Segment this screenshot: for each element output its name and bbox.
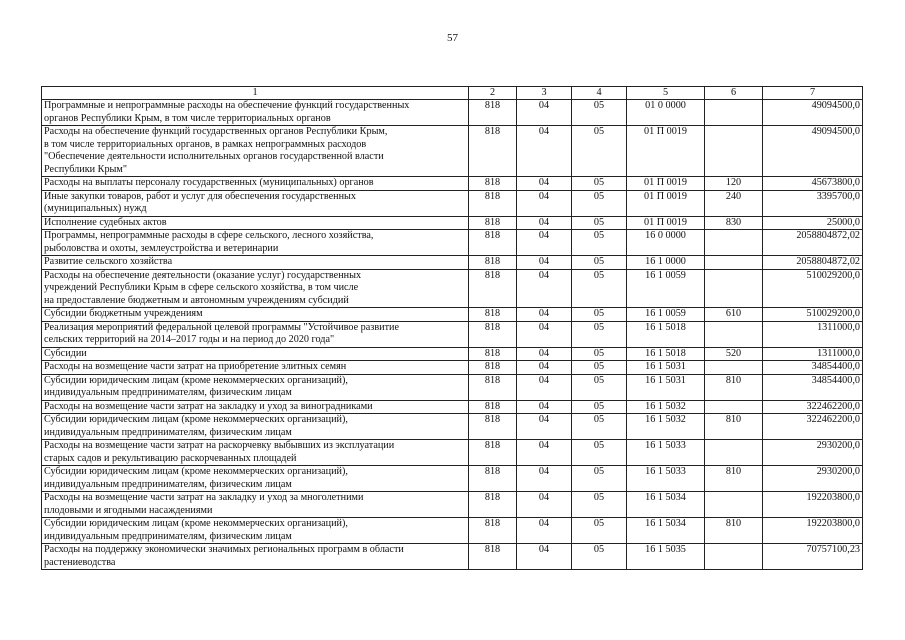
row-name-line: Расходы на возмещение части затрат на закладку и уход за многолетними xyxy=(44,492,364,503)
row-name-line: Расходы на выплаты персоналу государственных (муниципальных) органов xyxy=(44,177,374,188)
row-name xyxy=(42,440,469,466)
row-name-line: на предоставление бюджетным и автономным учреждениям субсидий xyxy=(44,294,349,306)
row-name xyxy=(42,361,469,375)
subsection-code: 05 xyxy=(572,100,627,126)
target-article-code: 01 П 0019 xyxy=(627,190,705,216)
target-article-code: 01 П 0019 xyxy=(627,216,705,230)
table-row xyxy=(42,466,863,492)
amount: 3395700,0 xyxy=(763,190,863,216)
row-name xyxy=(42,256,469,270)
amount: 45673800,0 xyxy=(763,177,863,191)
row-name-line: Субсидии юридическим лицам (кроме некоммерческих организаций), xyxy=(44,466,348,477)
amount: 2930200,0 xyxy=(763,466,863,492)
section-code: 04 xyxy=(517,126,572,177)
table-row xyxy=(42,544,863,570)
row-name xyxy=(42,190,469,216)
row-name-line: плодовыми и ягодными насаждениями xyxy=(44,504,213,516)
header-col-6: 6 xyxy=(705,87,763,100)
subsection-code: 05 xyxy=(572,177,627,191)
amount: 34854400,0 xyxy=(763,374,863,400)
row-name-line: Субсидии юридическим лицам (кроме некоммерческих организаций), xyxy=(44,518,348,529)
expense-type-code: 810 xyxy=(705,374,763,400)
subsection-code: 05 xyxy=(572,308,627,322)
row-name-line: учреждений Республики Крым в сфере сельского хозяйства, в том числе xyxy=(44,282,359,293)
table-row xyxy=(42,230,863,256)
target-article-code: 16 1 5031 xyxy=(627,361,705,375)
ministry-code: 818 xyxy=(469,126,517,177)
target-article-code: 01 П 0019 xyxy=(627,177,705,191)
target-article-code: 16 1 5018 xyxy=(627,321,705,347)
target-article-code: 16 1 0000 xyxy=(627,256,705,270)
table-row xyxy=(42,400,863,414)
row-name xyxy=(42,308,469,322)
budget-table xyxy=(41,86,863,570)
row-name-line: Расходы на поддержку экономически значимых региональных программ в области xyxy=(44,544,404,555)
ministry-code: 818 xyxy=(469,177,517,191)
row-name-line: Расходы на обеспечение деятельности (оказание услуг) государственных xyxy=(44,269,362,281)
target-article-code: 16 0 0000 xyxy=(627,230,705,256)
section-code: 04 xyxy=(517,321,572,347)
row-name xyxy=(42,321,469,347)
amount: 2058804872,02 xyxy=(763,230,863,256)
section-code: 04 xyxy=(517,347,572,361)
subsection-code: 05 xyxy=(572,190,627,216)
section-code: 04 xyxy=(517,374,572,400)
table-row xyxy=(42,347,863,361)
section-code: 04 xyxy=(517,256,572,270)
row-name-line: Развитие сельского хозяйства xyxy=(44,256,173,267)
row-name-line: Исполнение судебных актов xyxy=(44,216,167,228)
subsection-code: 05 xyxy=(572,256,627,270)
row-name xyxy=(42,216,469,230)
table-row xyxy=(42,256,863,270)
header-row xyxy=(42,87,863,100)
row-name-line: индивидуальным предпринимателям, физическим лицам xyxy=(44,426,292,438)
section-code: 04 xyxy=(517,308,572,322)
expense-type-code: 240 xyxy=(705,190,763,216)
table-row xyxy=(42,492,863,518)
ministry-code: 818 xyxy=(469,216,517,230)
subsection-code: 05 xyxy=(572,492,627,518)
target-article-code: 16 1 5034 xyxy=(627,518,705,544)
row-name xyxy=(42,544,469,570)
row-name-line: Расходы на возмещение части затрат на приобретение элитных семян xyxy=(44,361,347,372)
row-name-line: рыболовства и охоты, землеустройства и ветеринарии xyxy=(44,242,279,254)
ministry-code: 818 xyxy=(469,518,517,544)
ministry-code: 818 xyxy=(469,440,517,466)
subsection-code: 05 xyxy=(572,361,627,375)
row-name xyxy=(42,269,469,308)
expense-type-code xyxy=(705,269,763,308)
row-name-line: старых садов и рекультивацию раскорчеванных площадей xyxy=(44,452,297,464)
amount: 49094500,0 xyxy=(763,126,863,177)
table-body xyxy=(42,100,863,570)
row-name-line: Программные и непрограммные расходы на обеспечение функций государственных xyxy=(44,100,410,111)
subsection-code: 05 xyxy=(572,126,627,177)
expense-type-code xyxy=(705,126,763,177)
row-name-line: индивидуальным предпринимателям, физическим лицам xyxy=(44,387,292,398)
target-article-code: 01 0 0000 xyxy=(627,100,705,126)
row-name-line: Расходы на обеспечение функций государственных органов Республики Крым, xyxy=(44,126,388,137)
row-name xyxy=(42,374,469,400)
row-name xyxy=(42,100,469,126)
amount: 322462200,0 xyxy=(763,400,863,414)
ministry-code: 818 xyxy=(469,347,517,361)
subsection-code: 05 xyxy=(572,440,627,466)
expense-type-code xyxy=(705,361,763,375)
expense-type-code: 120 xyxy=(705,177,763,191)
row-name-line: растениеводства xyxy=(44,556,116,568)
ministry-code: 818 xyxy=(469,466,517,492)
ministry-code: 818 xyxy=(469,544,517,570)
subsection-code: 05 xyxy=(572,347,627,361)
target-article-code: 16 1 5032 xyxy=(627,400,705,414)
expense-type-code: 830 xyxy=(705,216,763,230)
expense-type-code: 810 xyxy=(705,414,763,440)
row-name xyxy=(42,400,469,414)
table-row xyxy=(42,374,863,400)
target-article-code: 16 1 5034 xyxy=(627,492,705,518)
table-row xyxy=(42,440,863,466)
row-name-line: Субсидии xyxy=(44,347,87,359)
expense-type-code: 810 xyxy=(705,518,763,544)
expense-type-code xyxy=(705,400,763,414)
subsection-code: 05 xyxy=(572,400,627,414)
table-row xyxy=(42,414,863,440)
subsection-code: 05 xyxy=(572,374,627,400)
table-row xyxy=(42,190,863,216)
amount: 322462200,0 xyxy=(763,414,863,440)
section-code: 04 xyxy=(517,518,572,544)
table-row xyxy=(42,126,863,177)
subsection-code: 05 xyxy=(572,414,627,440)
section-code: 04 xyxy=(517,177,572,191)
amount: 25000,0 xyxy=(763,216,863,230)
row-name xyxy=(42,492,469,518)
row-name-line: Субсидии юридическим лицам (кроме некоммерческих организаций), xyxy=(44,374,348,386)
header-col-1: 1 xyxy=(42,87,469,100)
target-article-code: 16 1 5033 xyxy=(627,466,705,492)
expense-type-code xyxy=(705,100,763,126)
amount: 192203800,0 xyxy=(763,492,863,518)
section-code: 04 xyxy=(517,100,572,126)
table-row xyxy=(42,269,863,308)
row-name xyxy=(42,347,469,361)
table-row xyxy=(42,100,863,126)
target-article-code: 01 П 0019 xyxy=(627,126,705,177)
row-name-line: (муниципальных) нужд xyxy=(44,203,147,214)
row-name-line: Иные закупки товаров, работ и услуг для обеспечения государственных xyxy=(44,190,356,202)
target-article-code: 16 1 5031 xyxy=(627,374,705,400)
section-code: 04 xyxy=(517,400,572,414)
subsection-code: 05 xyxy=(572,466,627,492)
ministry-code: 818 xyxy=(469,361,517,375)
header-col-4: 4 xyxy=(572,87,627,100)
row-name-line: Реализация мероприятий федеральной целевой программы "Устойчивое развитие xyxy=(44,321,400,333)
header-col-7: 7 xyxy=(763,87,863,100)
row-name-line: в том числе территориальных органов, в рамках непрограммных расходов xyxy=(44,138,367,150)
row-name-line: Расходы на возмещение части затрат на раскорчевку выбывших из эксплуатации xyxy=(44,440,395,451)
row-name-line: Расходы на возмещение части затрат на закладку и уход за виноградниками xyxy=(44,400,373,412)
row-name-line: Субсидии бюджетным учреждениям xyxy=(44,308,203,319)
section-code: 04 xyxy=(517,466,572,492)
row-name-line: сельских территорий на 2014–2017 годы и на период до 2020 года" xyxy=(44,334,335,345)
header-col-3: 3 xyxy=(517,87,572,100)
table-row xyxy=(42,308,863,322)
section-code: 04 xyxy=(517,230,572,256)
amount: 192203800,0 xyxy=(763,518,863,544)
row-name-line: Субсидии юридическим лицам (кроме некоммерческих организаций), xyxy=(44,414,348,425)
section-code: 04 xyxy=(517,440,572,466)
row-name-line: "Обеспечение деятельности исполнительных органов государственной власти xyxy=(44,151,384,162)
expense-type-code xyxy=(705,230,763,256)
expense-type-code: 810 xyxy=(705,466,763,492)
section-code: 04 xyxy=(517,361,572,375)
target-article-code: 16 1 0059 xyxy=(627,308,705,322)
header-col-2: 2 xyxy=(469,87,517,100)
subsection-code: 05 xyxy=(572,518,627,544)
expense-type-code xyxy=(705,321,763,347)
section-code: 04 xyxy=(517,414,572,440)
page-number: 57 xyxy=(447,32,458,44)
ministry-code: 818 xyxy=(469,400,517,414)
amount: 2930200,0 xyxy=(763,440,863,466)
expense-type-code xyxy=(705,440,763,466)
header-col-5: 5 xyxy=(627,87,705,100)
ministry-code: 818 xyxy=(469,374,517,400)
target-article-code: 16 1 0059 xyxy=(627,269,705,308)
amount: 34854400,0 xyxy=(763,361,863,375)
row-name-line: Программы, непрограммные расходы в сфере сельского, лесного хозяйства, xyxy=(44,230,374,241)
table-row xyxy=(42,361,863,375)
amount: 70757100,23 xyxy=(763,544,863,570)
row-name xyxy=(42,466,469,492)
amount: 49094500,0 xyxy=(763,100,863,126)
subsection-code: 05 xyxy=(572,321,627,347)
section-code: 04 xyxy=(517,190,572,216)
row-name xyxy=(42,177,469,191)
ministry-code: 818 xyxy=(469,230,517,256)
subsection-code: 05 xyxy=(572,269,627,308)
subsection-code: 05 xyxy=(572,216,627,230)
expense-type-code xyxy=(705,256,763,270)
row-name xyxy=(42,414,469,440)
row-name-line: органов Республики Крым, в том числе территориальных органов xyxy=(44,112,331,124)
ministry-code: 818 xyxy=(469,100,517,126)
target-article-code: 16 1 5018 xyxy=(627,347,705,361)
amount: 1311000,0 xyxy=(763,347,863,361)
expense-type-code: 520 xyxy=(705,347,763,361)
table-row xyxy=(42,518,863,544)
expense-type-code xyxy=(705,544,763,570)
row-name-line: Республики Крым" xyxy=(44,163,127,175)
section-code: 04 xyxy=(517,544,572,570)
amount: 510029200,0 xyxy=(763,308,863,322)
ministry-code: 818 xyxy=(469,269,517,308)
section-code: 04 xyxy=(517,492,572,518)
section-code: 04 xyxy=(517,269,572,308)
table-row xyxy=(42,216,863,230)
ministry-code: 818 xyxy=(469,492,517,518)
ministry-code: 818 xyxy=(469,414,517,440)
row-name xyxy=(42,126,469,177)
section-code: 04 xyxy=(517,216,572,230)
ministry-code: 818 xyxy=(469,308,517,322)
table-row xyxy=(42,177,863,191)
ministry-code: 818 xyxy=(469,321,517,347)
row-name xyxy=(42,518,469,544)
amount: 510029200,0 xyxy=(763,269,863,308)
amount: 1311000,0 xyxy=(763,321,863,347)
ministry-code: 818 xyxy=(469,256,517,270)
amount: 2058804872,02 xyxy=(763,256,863,270)
row-name xyxy=(42,230,469,256)
ministry-code: 818 xyxy=(469,190,517,216)
row-name-line: индивидуальным предпринимателям, физическим лицам xyxy=(44,530,292,542)
row-name-line: индивидуальным предпринимателям, физическим лицам xyxy=(44,478,292,490)
target-article-code: 16 1 5033 xyxy=(627,440,705,466)
table-row xyxy=(42,321,863,347)
expense-type-code: 610 xyxy=(705,308,763,322)
target-article-code: 16 1 5035 xyxy=(627,544,705,570)
subsection-code: 05 xyxy=(572,230,627,256)
expense-type-code xyxy=(705,492,763,518)
target-article-code: 16 1 5032 xyxy=(627,414,705,440)
subsection-code: 05 xyxy=(572,544,627,570)
